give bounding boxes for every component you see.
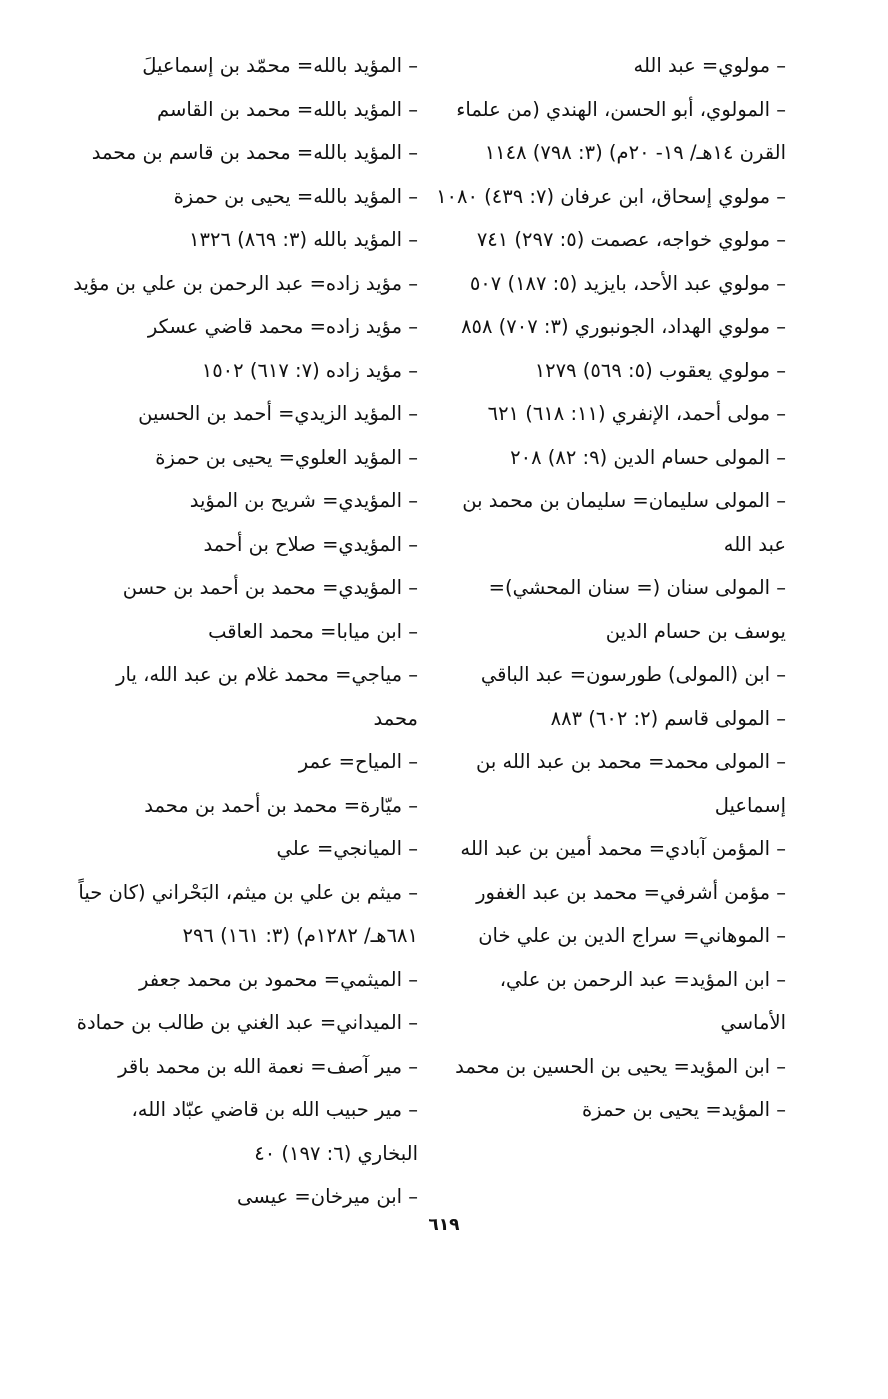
index-entry: – ابن المؤيد= عبد الرحمن بن علي، الأماسي (499, 967, 786, 1034)
index-entry: – مياجي= محمد غلام بن عبد الله، يار محمد (116, 663, 418, 730)
index-entry: – المولى سليمان= سليمان بن محمد بن عبد الله (462, 489, 786, 556)
index-entry: – ميّارة= محمد بن أحمد بن محمد (144, 793, 418, 817)
index-entry: – المؤيدي= شريح بن المؤيد (189, 489, 418, 512)
index-entry: – ميثم بن علي بن ميثم، البَحْراني (كان حياً ٦٨١هـ/ ١٢٨٢م) (٣: ١٦١) ٢٩٦ (78, 880, 418, 947)
index-entry: – المياح= عمر (298, 750, 418, 773)
index-entry: – المؤيد بالله= يحيى بن حمزة (173, 184, 418, 208)
index-entry: – مير حبيب الله بن قاضي عبّاد الله، البخاري (٦: ١٩٧) ٤٠ (131, 1098, 418, 1165)
index-entry: – الموهاني= سراج الدين بن علي خان (478, 924, 786, 947)
index-entry: – مؤمن أشرفي= محمد بن عبد الغفور (476, 880, 786, 904)
index-entry: – المولى سنان (= سنان المحشي)= يوسف بن حسام الدين (488, 576, 786, 643)
index-column-left (68, 44, 418, 1219)
index-entry: – مولوي= عبد الله (633, 54, 786, 77)
index-entry: – المولى محمد= محمد بن عبد الله بن إسماعيل (475, 750, 786, 817)
index-entry: – المؤيدي= محمد بن أحمد بن حسن (122, 576, 418, 599)
index-entry: – المؤيد= يحيى بن حمزة (582, 1098, 786, 1121)
index-entry: – مؤيد زاده= محمد قاضي عسكر (147, 315, 418, 338)
index-entry: – مؤيد زاده= عبد الرحمن بن علي بن مؤيد (73, 271, 418, 295)
index-entry: – مولوي عبد الأحد، بايزيد (٥: ١٨٧) ٥٠٧ (469, 271, 786, 295)
index-entry: – المؤيد الزيدي= أحمد بن الحسين (138, 402, 418, 425)
index-entry: – المؤيد بالله= محمد بن قاسم بن محمد (91, 141, 418, 164)
index-entry: – ابن المؤيد= يحيى بن الحسين بن محمد (455, 1054, 786, 1078)
index-entry: – مولى أحمد، الإنفري (١١: ٦١٨) ٦٢١ (487, 402, 786, 425)
index-entry: – الميداني= عبد الغني بن طالب بن حمادة (76, 1011, 418, 1034)
index-entry: – ابن (المولى) طورسون= عبد الباقي (480, 663, 786, 686)
index-column-right (434, 44, 786, 1132)
index-entry: – مولوي خواجه، عصمت (٥: ٢٩٧) ٧٤١ (476, 228, 786, 251)
index-entry: – ابن ميابا= محمد العاقب (208, 619, 418, 643)
index-entry: – مؤيد زاده (٧: ٦١٧) ١٥٠٢ (201, 358, 418, 382)
index-entry: – الميانجي= علي (276, 837, 418, 860)
index-entry: – المولى قاسم (٢: ٦٠٢) ٨٨٣ (550, 706, 786, 730)
index-entry: – المؤمن آبادي= محمد أمين بن عبد الله (460, 837, 786, 860)
index-entry: – الميثمي= محمود بن محمد جعفر (139, 967, 418, 991)
index-entry: – مولوي الهداد، الجونبوري (٣: ٧٠٧) ٨٥٨ (461, 315, 786, 338)
index-entry: – المولى حسام الدين (٩: ٨٢) ٢٠٨ (510, 445, 786, 469)
index-entry: – مولوي يعقوب (٥: ٥٦٩) ١٢٧٩ (534, 358, 786, 382)
index-entry: – المؤيدي= صلاح بن أحمد (203, 532, 418, 556)
index-entry: – مولوي إسحاق، ابن عرفان (٧: ٤٣٩) ١٠٨٠ (436, 184, 786, 208)
page-number: ٦١٩ (428, 1215, 460, 1235)
index-entry: – ابن ميرخان= عيسى (237, 1185, 418, 1208)
index-entry: – المؤيد العلوي= يحيى بن حمزة (155, 445, 418, 469)
index-entry: – المؤيد بالله (٣: ٨٦٩) ١٣٢٦ (189, 228, 418, 251)
index-entry: – المؤيد بالله= محمّد بن إسماعيلَ (142, 54, 418, 77)
index-entry: – مير آصف= نعمة الله بن محمد باقر (118, 1054, 418, 1078)
index-entry: – المولوي، أبو الحسن، الهندي (من علماء القرن ١٤هـ/ ١٩- ٢٠م) (٣: ٧٩٨) ١١٤٨ (456, 97, 786, 164)
index-entry: – المؤيد بالله= محمد بن القاسم (157, 97, 418, 121)
